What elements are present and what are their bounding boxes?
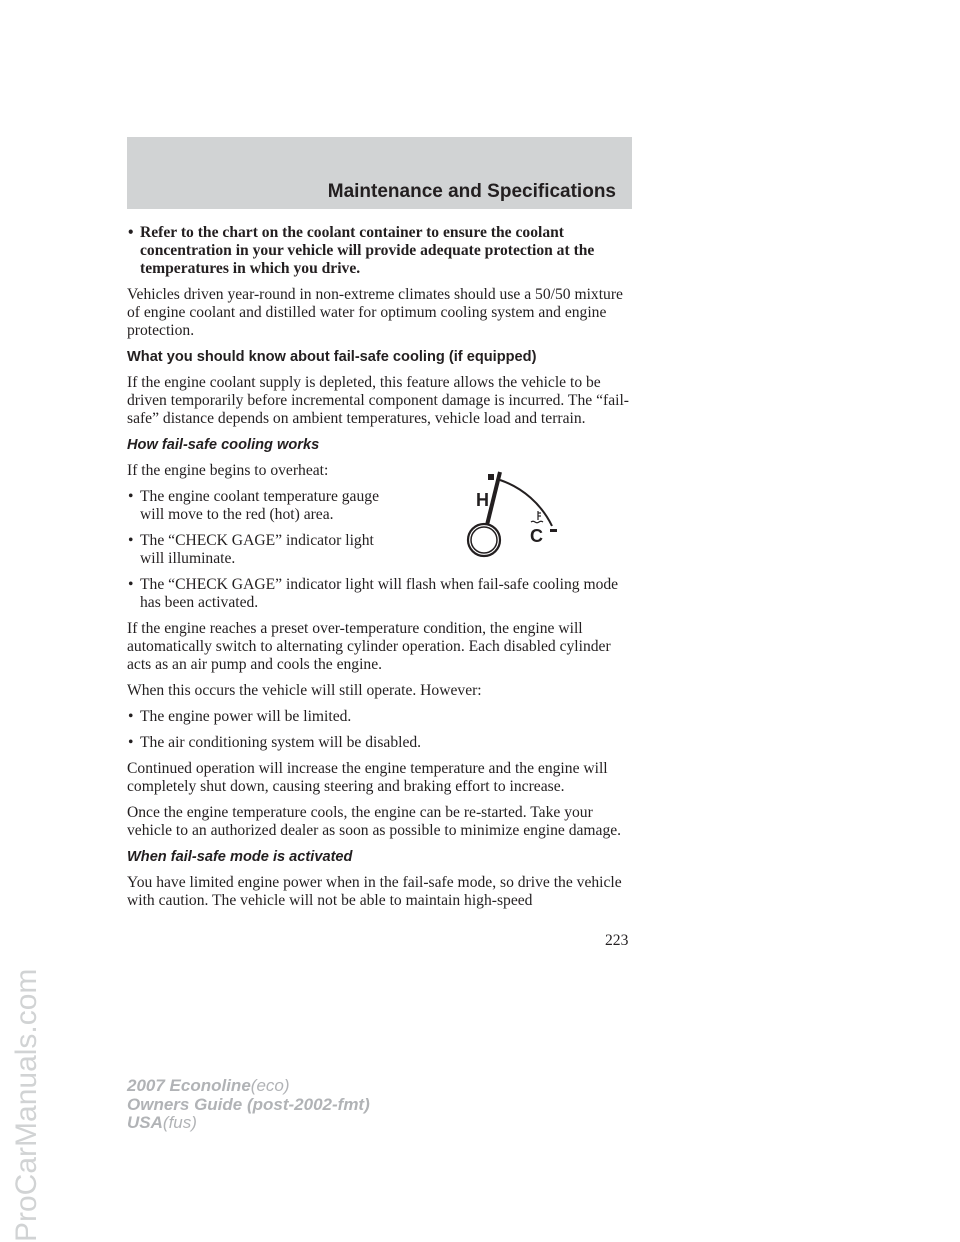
list-item: [127, 224, 632, 278]
cold-tick-mark: [550, 529, 557, 532]
bullet-text: The air conditioning system will be disabled.: [140, 734, 422, 751]
heading-activated: When fail-safe mode is activated: [127, 849, 353, 865]
gauge-pivot: [468, 524, 500, 556]
temperature-gauge-illustration: [462, 460, 572, 570]
overheat-block: [127, 462, 632, 568]
bullet-icon: •: [128, 224, 134, 241]
heading-how-it-works: How fail-safe cooling works: [127, 437, 320, 453]
page-body: [127, 224, 632, 918]
heading-failsafe: What you should know about fail-safe cooling (if equipped): [127, 349, 537, 365]
watermark: ProCarManuals.com: [10, 968, 43, 1242]
document-footer: [127, 1077, 370, 1133]
bullet-text: The “CHECK GAGE” indicator light will illuminate.: [140, 532, 374, 567]
hot-tick-mark: [488, 474, 494, 480]
bullet-icon: •: [128, 576, 134, 593]
paragraph-occurs: When this occurs the vehicle will still operate. However:: [127, 682, 482, 699]
paragraph-cools: Once the engine temperature cools, the engine can be re-started. Take your vehicle to an authorized dealer as soon as possible to minimize engine damage.: [127, 804, 622, 839]
list-item: [127, 532, 382, 568]
bullet-text: The engine power will be limited.: [140, 708, 352, 725]
list-item: [127, 734, 632, 752]
list-item: [127, 488, 382, 524]
cold-label: C: [530, 526, 543, 546]
list-item: [127, 576, 632, 612]
paragraph-failsafe: If the engine coolant supply is depleted, this feature allows the vehicle to be driven temporarily before incremental component damage is incurred. The “fail-safe” distance depends on ambient temperatures, vehicle load and terrain.: [127, 374, 629, 427]
section-title: Maintenance and Specifications: [327, 181, 616, 202]
list-item: [127, 708, 632, 726]
section-header-band: [127, 137, 632, 209]
bullet-text: Refer to the chart on the coolant container to ensure the coolant concentration in your vehicle will provide adequate protection at the temperatures in which you drive.: [140, 224, 595, 277]
coolant-temperature-icon: [531, 511, 543, 523]
paragraph-continued: Continued operation will increase the engine temperature and the engine will completely shut down, causing steering and braking effort to increase.: [127, 760, 608, 795]
hot-label: H: [476, 490, 489, 510]
footer-model: 2007 Econoline: [127, 1076, 251, 1095]
footer-model-code: (eco): [250, 1076, 290, 1095]
paragraph-preset: If the engine reaches a preset over-temperature condition, the engine will automatically switch to alternating cylinder operation. Each disabled cylinder acts as an air pump and cools the engine.: [127, 620, 611, 673]
bullet-icon: •: [128, 532, 134, 549]
gauge-arc: [500, 480, 552, 526]
bullet-text: The “CHECK GAGE” indicator light will flash when fail-safe cooling mode has been activated.: [140, 576, 619, 611]
footer-market: USA: [127, 1113, 163, 1132]
paragraph-limited: You have limited engine power when in the fail-safe mode, so drive the vehicle with caution. The vehicle will not be able to maintain high-speed: [127, 874, 622, 909]
bullet-icon: •: [128, 708, 134, 725]
page-number: 223: [605, 932, 629, 949]
paragraph-overheat: If the engine begins to overheat:: [127, 462, 329, 479]
bullet-icon: •: [128, 734, 134, 751]
footer-market-code: (fus): [162, 1113, 197, 1132]
bullet-text: The engine coolant temperature gauge will move to the red (hot) area.: [140, 488, 379, 523]
footer-guide: Owners Guide (post-2002-fmt): [127, 1094, 370, 1114]
paragraph-mixture: Vehicles driven year-round in non-extreme climates should use a 50/50 mixture of engine coolant and distilled water for optimum cooling system and engine protection.: [127, 286, 623, 339]
bullet-icon: •: [128, 488, 134, 505]
